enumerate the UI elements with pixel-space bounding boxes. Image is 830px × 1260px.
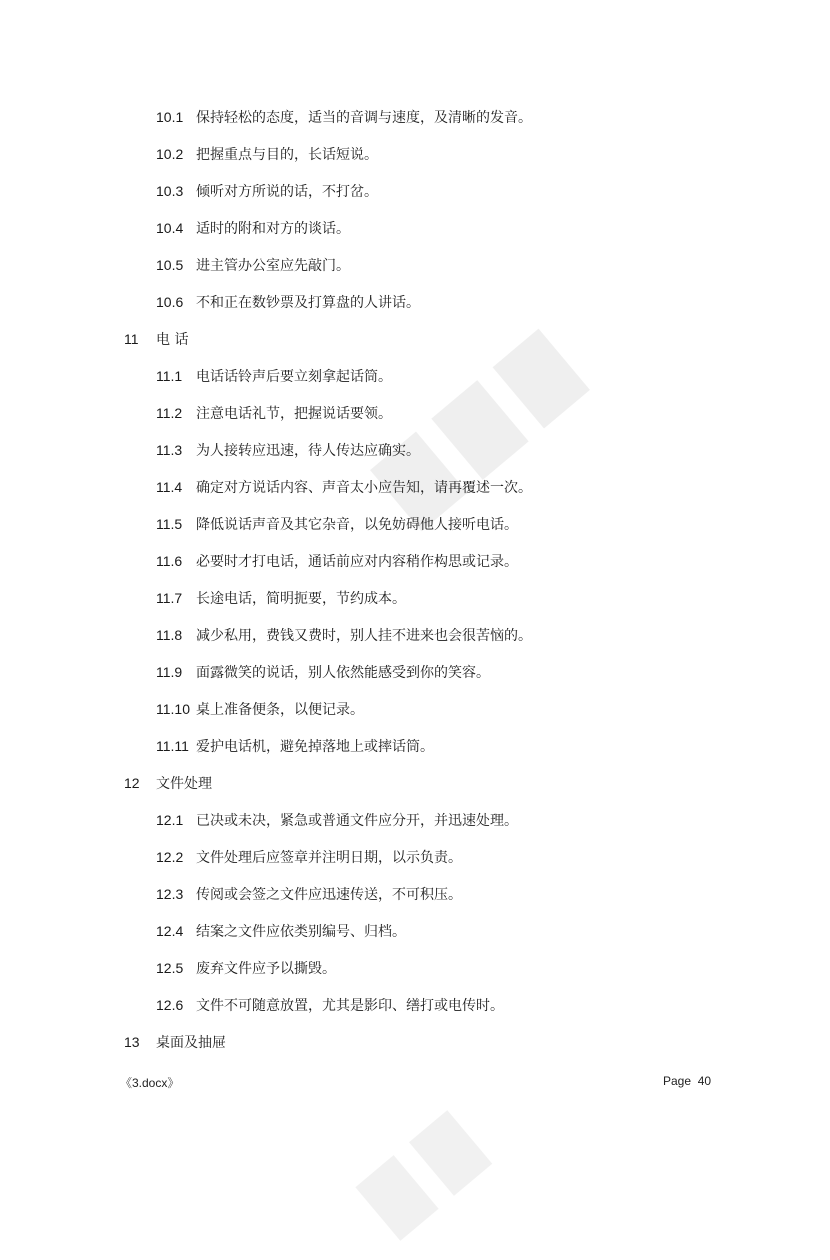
item-number: 12.1 (156, 812, 184, 828)
item-number: 10.6 (156, 294, 184, 310)
list-item (156, 885, 462, 904)
item-text: 不和正在数钞票及打算盘的人讲话。 (196, 295, 420, 311)
item-text: 已决或未决，紧急或普通文件应分开，并迅速处理。 (196, 813, 518, 829)
item-number: 11.8 (156, 627, 183, 643)
item-number: 12.4 (156, 923, 184, 939)
item-number: 10.2 (156, 146, 184, 162)
item-text: 电话话铃声后要立刻拿起话筒。 (196, 369, 392, 385)
item-text: 把握重点与目的，长话短说。 (196, 147, 378, 163)
list-item (156, 367, 392, 386)
section-heading (124, 330, 188, 349)
list-item (156, 848, 462, 867)
item-number: 10.4 (156, 220, 184, 236)
section-number: 11 (124, 331, 139, 347)
item-text: 降低说话声音及其它杂音，以免妨碍他人接听电话。 (196, 517, 518, 533)
item-text: 减少私用，费钱又费时，别人挂不进来也会很苦恼的。 (196, 628, 532, 644)
item-number: 12.5 (156, 960, 184, 976)
item-text: 确定对方说话内容、声音太小应告知，请再覆述一次。 (196, 480, 532, 496)
list-item (156, 515, 518, 534)
item-number: 11.1 (156, 368, 183, 384)
item-text: 结案之文件应依类别编号、归档。 (196, 924, 406, 940)
list-item (156, 404, 392, 423)
section-heading (124, 1033, 226, 1052)
list-item (156, 108, 532, 127)
item-number: 10.3 (156, 183, 184, 199)
section-number: 12 (124, 775, 140, 791)
list-item (156, 293, 420, 312)
item-number: 11.10 (156, 701, 190, 717)
item-text: 爱护电话机，避免掉落地上或摔话筒。 (196, 739, 434, 755)
list-item (156, 552, 518, 571)
list-item (156, 145, 378, 164)
list-item (156, 922, 406, 941)
section-number: 13 (124, 1034, 140, 1050)
list-item (156, 959, 336, 978)
item-text: 传阅或会签之文件应迅速传送，不可积压。 (196, 887, 462, 903)
item-text: 适时的附和对方的谈话。 (196, 221, 350, 237)
item-text: 桌上准备便条，以便记录。 (196, 702, 364, 718)
section-title: 电 话 (156, 332, 189, 348)
footer-doc-name: 《3.docx》 (120, 1076, 180, 1090)
item-text: 长途电话，简明扼要，节约成本。 (196, 591, 406, 607)
list-item (156, 589, 406, 608)
item-number: 10.1 (156, 109, 184, 125)
item-number: 11.9 (156, 664, 183, 680)
item-text: 面露微笑的说话，别人依然能感受到你的笑容。 (196, 665, 490, 681)
item-text: 倾听对方所说的话，不打岔。 (196, 184, 378, 200)
list-item (156, 441, 420, 460)
item-number: 10.5 (156, 257, 184, 273)
list-item (156, 478, 532, 497)
list-item (156, 256, 350, 275)
footer-page-number: Page 40 (663, 1074, 712, 1088)
list-item (156, 626, 532, 645)
item-number: 11.4 (156, 479, 183, 495)
item-number: 12.6 (156, 997, 184, 1013)
watermark-logo-bottom (300, 1060, 600, 1260)
item-text: 文件处理后应签章并注明日期，以示负责。 (196, 850, 462, 866)
item-text: 必要时才打电话，通话前应对内容稍作构思或记录。 (196, 554, 518, 570)
section-title: 文件处理 (156, 776, 212, 792)
list-item (156, 663, 490, 682)
item-text: 文件不可随意放置，尤其是影印、缮打或电传时。 (196, 998, 504, 1014)
list-item (156, 811, 518, 830)
item-number: 11.3 (156, 442, 183, 458)
list-item (156, 700, 364, 719)
item-number: 12.2 (156, 849, 184, 865)
item-number: 11.2 (156, 405, 183, 421)
item-text: 为人接转应迅速，待人传达应确实。 (196, 443, 420, 459)
list-item (156, 219, 350, 238)
section-heading (124, 774, 212, 793)
item-number: 12.3 (156, 886, 184, 902)
watermark-logo (330, 280, 630, 580)
section-title: 桌面及抽屉 (156, 1035, 226, 1051)
item-text: 保持轻松的态度，适当的音调与速度，及清晰的发音。 (196, 110, 532, 126)
item-number: 11.7 (156, 590, 183, 606)
list-item (156, 182, 378, 201)
item-number: 11.6 (156, 553, 183, 569)
list-item (156, 996, 504, 1015)
item-number: 11.5 (156, 516, 183, 532)
item-number: 11.11 (156, 738, 189, 754)
item-text: 废弃文件应予以撕毁。 (196, 961, 336, 977)
list-item (156, 737, 434, 756)
item-text: 进主管办公室应先敲门。 (196, 258, 350, 274)
item-text: 注意电话礼节，把握说话要领。 (196, 406, 392, 422)
